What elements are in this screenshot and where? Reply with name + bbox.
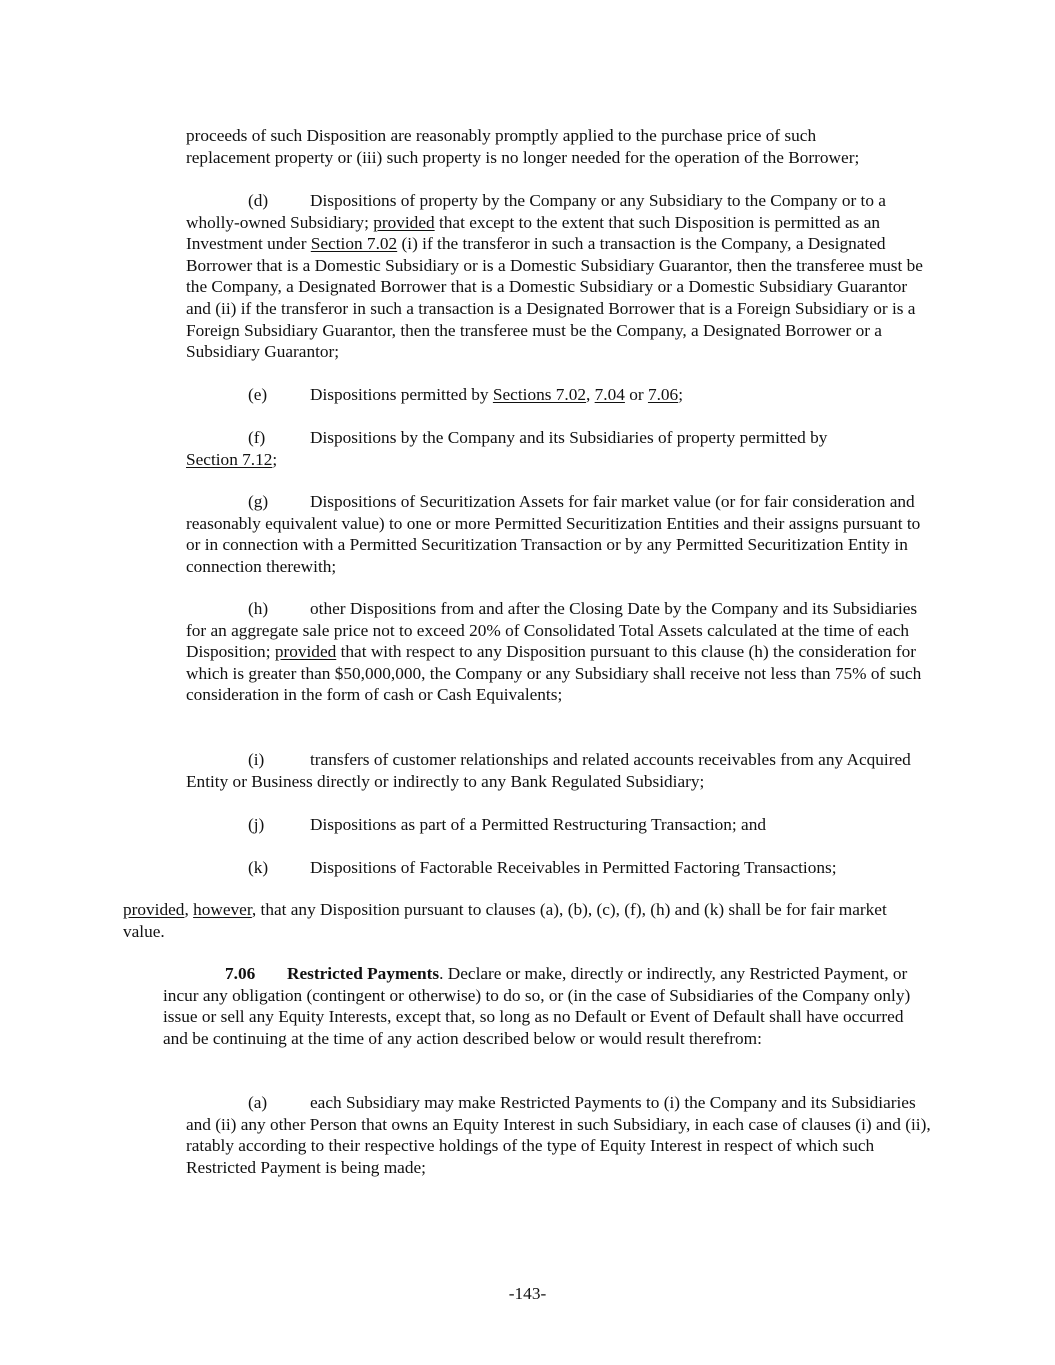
- clause-h-provided: provided: [274, 642, 337, 662]
- clause-f-text-2: ;: [272, 449, 278, 469]
- clause-i-text: transfers of customer relationships and related accounts receivables from any Acquired Entity or Business directly or indirectly to any Bank Regulated Subsidiary;: [186, 750, 911, 791]
- clause-g-label: (g): [248, 492, 269, 511]
- clause-j-label: (j): [248, 815, 265, 834]
- clause-k-text: Dispositions of Factorable Receivables in Permitted Factoring Transactions;: [310, 858, 837, 877]
- paragraph-continuation: [186, 125, 931, 168]
- section-7-06-clause-a: [186, 1092, 931, 1178]
- clause-d-label: (d): [248, 191, 269, 210]
- clause-g-text: Dispositions of Securitization Assets for fair market value (or for fair consideration and reasonably equivalent value) to one or more Permitted Securitization Entities and their assigns pursuant to or in connection with a Permitted Securitization Transaction or by any Permitted Securitization Entity in connection therewith;: [186, 492, 921, 576]
- clause-e-text-1: Dispositions permitted by: [310, 385, 493, 404]
- clause-i-label: (i): [248, 750, 265, 769]
- clause-k-label: (k): [248, 858, 269, 877]
- clause-f-section-ref: Section 7.12: [186, 449, 273, 469]
- clause-h-label: (h): [248, 599, 269, 618]
- clause-d: [186, 190, 931, 363]
- clause-h: [186, 598, 931, 706]
- clause-j-text: Dispositions as part of a Permitted Restructuring Transaction; and: [310, 815, 766, 834]
- clause-d-section-ref: Section 7.02: [310, 234, 398, 254]
- clause-d-text-3: (i) if the transferor in such a transaction is the Company, a Designated Borrower that is a Domestic Subsidiary or is a Domestic Subsidiary Guarantor, then the transferee must be the Company, a Designated Borrower that is a Domestic Subsidiary or a Domestic Subsidiary Guarantor and (ii) if the transferor in such a transaction is a Designated Borrower that is a Foreign Subsidiary or is a Foreign Subsidiary Guarantor, then the transferee must be the Company, a Designated Borrower or a Subsidiary Guarantor;: [186, 234, 923, 362]
- clause-h-text-1: other Dispositions from and after the Closing Date by the Company and its Subsidiaries for an aggregate sale price not to exceed 20% of Consolidated Total Assets calculated at the time of each Disposition;: [186, 599, 918, 662]
- section-7-06-clause-a-text: each Subsidiary may make Restricted Payments to (i) the Company and its Subsidiaries and (ii) any other Person that owns an Equity Interest in such Subsidiary, in each case of clauses (i) and (ii), ratably according to their respective holdings of the type of Equity Interest in respect of which such Restricted Payment is being made;: [186, 1093, 931, 1177]
- section-7-06-text: . Declare or make, directly or indirectly, any Restricted Payment, or incur any obligation (contingent or otherwise) to do so, or (in the case of Subsidiaries of the Company only) issue or sell any Equity Interests, except that, so long as no Default or Event of Default shall have occurred and be continuing at the time of any action described below or would result therefrom:: [163, 964, 911, 1048]
- page-number: -143-: [508, 1284, 547, 1303]
- section-7-06: [163, 963, 931, 1049]
- section-7-06-number: 7.06: [225, 964, 256, 983]
- clause-e-ref-1: Sections 7.02: [492, 385, 587, 404]
- clause-d-text-1: Dispositions of property by the Company or any Subsidiary to the Company or to a wholly-owned Subsidiary;: [186, 191, 886, 232]
- continuation-line-1: proceeds of such Disposition are reasonably promptly applied to the purchase price of such: [186, 126, 817, 145]
- clause-e-ref-2: 7.04: [594, 385, 625, 404]
- section-7-06-title: Restricted Payments: [287, 964, 440, 983]
- clause-f: [186, 427, 931, 470]
- clause-j: [186, 814, 931, 836]
- continuation-line-2: replacement property or (iii) such property is no longer needed for the operation of the Borrower;: [186, 147, 860, 167]
- proviso-provided: provided: [123, 900, 185, 919]
- clause-g: [186, 491, 931, 577]
- clause-k: [186, 857, 931, 879]
- clause-d-text-2: that except to the extent that such Disposition is permitted as an Investment under: [186, 212, 881, 254]
- proviso-however: however: [193, 900, 252, 919]
- proviso-text-1: ,: [184, 900, 194, 919]
- clause-e: [186, 384, 931, 406]
- clause-e-ref-3: 7.06: [647, 385, 679, 404]
- proviso-text-2: , that any Disposition pursuant to clauses (a), (b), (c), (f), (h) and (k) shall be for fair market value.: [123, 900, 887, 941]
- clause-e-text-2: ,: [586, 385, 595, 404]
- section-7-06-clause-a-label: (a): [248, 1093, 268, 1112]
- proviso-paragraph: [123, 899, 931, 942]
- clause-e-text-3: or: [624, 385, 648, 404]
- clause-e-text-4: ;: [678, 385, 684, 404]
- clause-e-label: (e): [248, 385, 268, 404]
- clause-i: [186, 749, 931, 792]
- clause-f-text-1: Dispositions by the Company and its Subsidiaries of property permitted by: [310, 428, 828, 447]
- clause-d-provided: provided: [373, 212, 435, 232]
- clause-f-label: (f): [248, 428, 266, 447]
- clause-h-text-2: that with respect to any Disposition pursuant to this clause (h) the consideration for which is greater than $50,000,000, the Company or any Subsidiary shall receive not less than 75% of such consideration in the form of cash or Cash Equivalents;: [186, 642, 922, 705]
